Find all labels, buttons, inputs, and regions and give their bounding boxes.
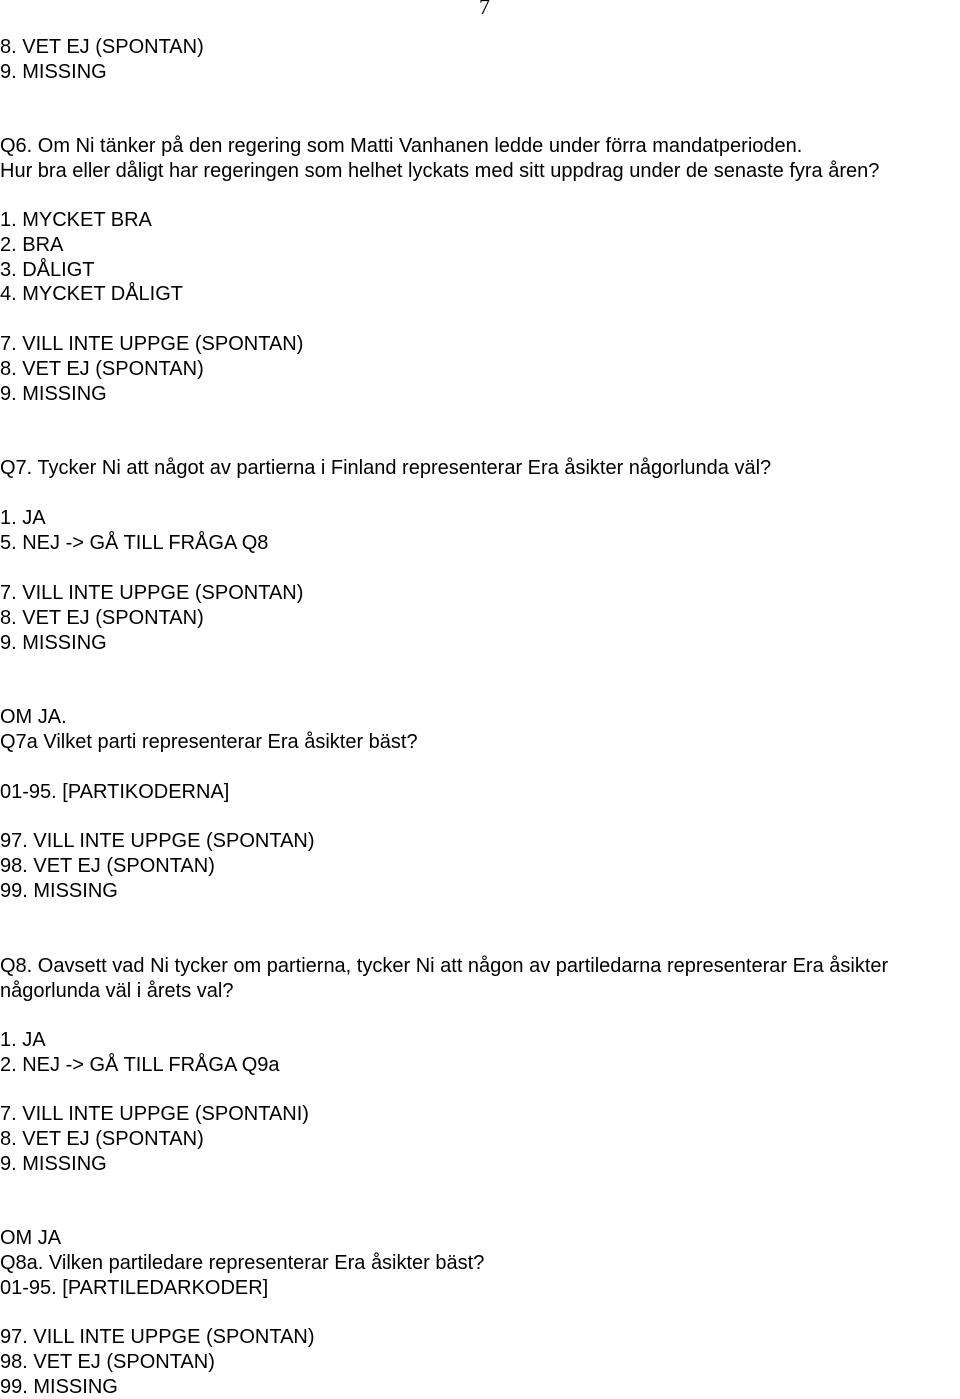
answer-option: 1. JA xyxy=(0,1029,46,1051)
question-text: Q6. Om Ni tänker på den regering som Matti Vanhanen ledde under förra mandatperioden. xyxy=(0,135,803,157)
answer-option: 2. NEJ -> GÅ TILL FRÅGA Q9a xyxy=(0,1053,280,1076)
question-text: Q7. Tycker Ni att något av partierna i Finland representerar Era åsikter någorlunda väl? xyxy=(0,457,772,479)
code-line: 97. VILL INTE UPPGE (SPONTAN) xyxy=(0,1326,315,1348)
q7-answers xyxy=(0,506,960,556)
code-line: 9. MISSING xyxy=(0,60,107,83)
q7a-codes xyxy=(0,829,960,903)
q7a-block xyxy=(0,705,960,755)
code-line: 7. VILL INTE UPPGE (SPONTAN) xyxy=(0,582,304,604)
q6-question xyxy=(0,134,960,184)
code-line: 98. VET EJ (SPONTAN) xyxy=(0,854,215,877)
code-line: 9. MISSING xyxy=(0,631,107,654)
code-line: 99. MISSING xyxy=(0,1375,118,1398)
question-text: Q7a Vilket parti representerar Era åsikter bäst? xyxy=(0,730,418,753)
code-line: 8. VET EJ (SPONTAN) xyxy=(0,357,204,380)
code-line: 9. MISSING xyxy=(0,1152,107,1175)
q8a-block xyxy=(0,1226,960,1300)
question-text: Q8a. Vilken partiledare representerar Era åsikter bäst? xyxy=(0,1251,485,1274)
answer-option: 3. DÅLIGT xyxy=(0,258,95,281)
code-line: 97. VILL INTE UPPGE (SPONTAN) xyxy=(0,830,315,852)
code-line: 99. MISSING xyxy=(0,879,118,902)
code-line: 7. VILL INTE UPPGE (SPONTANI) xyxy=(0,1103,309,1125)
answer-option: 1. MYCKET BRA xyxy=(0,209,152,231)
q7a-range xyxy=(0,780,960,805)
condition-text: OM JA. xyxy=(0,706,67,728)
answer-option: 1. JA xyxy=(0,507,46,529)
answer-option: 4. MYCKET DÅLIGT xyxy=(0,283,184,306)
q8-question xyxy=(0,954,960,1004)
q7-question xyxy=(0,456,960,481)
code-line: 8. VET EJ (SPONTAN) xyxy=(0,606,204,629)
page-number: 7 xyxy=(479,0,490,19)
code-line: 8. VET EJ (SPONTAN) xyxy=(0,1127,204,1150)
q6-codes xyxy=(0,332,960,406)
q8-codes xyxy=(0,1102,960,1176)
q8a-codes xyxy=(0,1325,960,1399)
question-text: Hur bra eller dåligt har regeringen som helhet lyckats med sitt uppdrag under de senaste fyra åren? xyxy=(0,159,880,182)
code-line: 98. VET EJ (SPONTAN) xyxy=(0,1350,215,1373)
question-text: någorlunda väl i årets val? xyxy=(0,979,234,1002)
condition-text: OM JA xyxy=(0,1227,62,1249)
q7-codes xyxy=(0,581,960,655)
answer-option: 2. BRA xyxy=(0,233,64,256)
question-text: Q8. Oavsett vad Ni tycker om partierna, tycker Ni att någon av partiledarna representerar Era åsikter xyxy=(0,955,889,977)
code-range: 01-95. [PARTIKODERNA] xyxy=(0,781,230,803)
code-range: 01-95. [PARTILEDARKODER] xyxy=(0,1276,269,1299)
code-line: 9. MISSING xyxy=(0,382,107,405)
q6-answers xyxy=(0,208,960,307)
code-line: 8. VET EJ (SPONTAN) xyxy=(0,36,204,58)
q8-answers xyxy=(0,1028,960,1078)
carryover-codes xyxy=(0,35,960,85)
answer-option: 5. NEJ -> GÅ TILL FRÅGA Q8 xyxy=(0,531,269,554)
code-line: 7. VILL INTE UPPGE (SPONTAN) xyxy=(0,333,304,355)
